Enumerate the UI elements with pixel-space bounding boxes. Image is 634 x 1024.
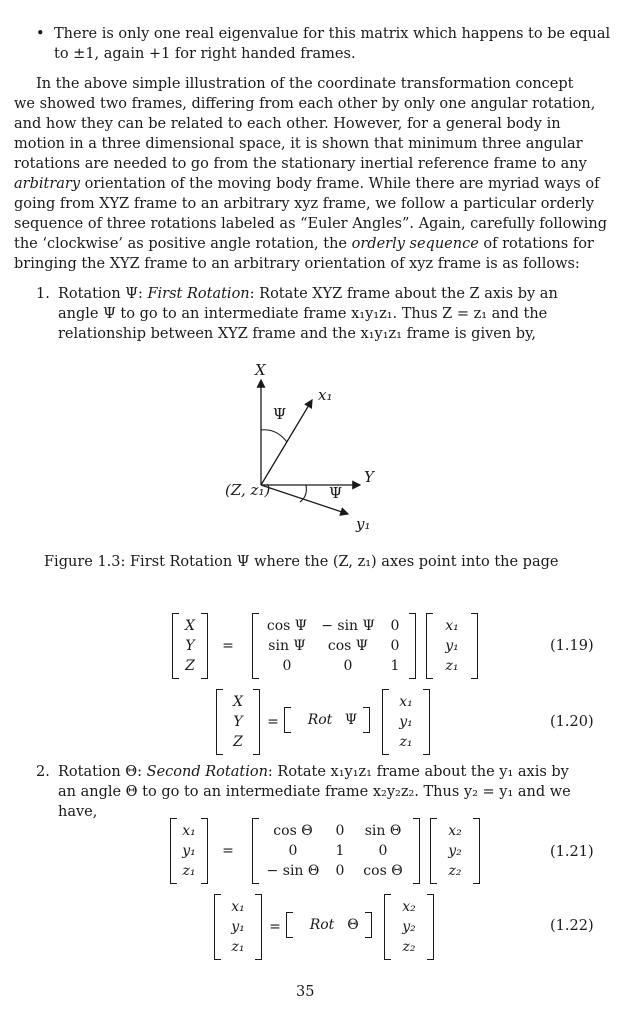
matrix-cell: cos Θ <box>273 823 313 839</box>
vector-entry: y₁ <box>399 714 413 730</box>
item-1-line-1-rest: : Rotate XYZ frame about the Z axis by an <box>249 286 558 302</box>
vector-entry: z₂ <box>448 863 462 879</box>
equals-sign: = <box>222 843 234 859</box>
figure-label-psi-bottom: Ψ <box>329 484 343 502</box>
paragraph-line: bringing the XYZ frame to an arbitrary orientation of xyz frame is as follows: <box>14 256 580 272</box>
item-2-line-2: an angle Θ to go to an intermediate frame x₂y₂z₂. Thus y₂ = y₁ and we <box>58 784 571 800</box>
emphasis-orderly-sequence: orderly sequence <box>351 236 479 252</box>
vector-entry: z₂ <box>402 939 416 955</box>
item-1-line-2: angle Ψ to go to an intermediate frame x₁y₁z₁. Thus Z = z₁ and the <box>58 306 548 322</box>
figure-label-Z-z1: (Z, z₁) <box>225 481 271 499</box>
paragraph-line <box>14 234 594 254</box>
emphasis-arbitrary: arbitrary <box>14 176 81 192</box>
bullet-line-2: to ±1, again +1 for right handed frames. <box>54 46 356 62</box>
bullet-line-1: There is only one real eigenvalue for this matrix which happens to be equal <box>54 26 611 42</box>
matrix-cell: cos Ψ <box>266 618 308 634</box>
matrix-cell: 0 <box>378 843 388 859</box>
matrix-cell: sin Ψ <box>268 638 306 654</box>
matrix-cell: 0 <box>390 618 400 634</box>
figure-caption: Figure 1.3: First Rotation Ψ where the (Z, z₁) axes point into the page <box>44 554 559 570</box>
matrix-cell: − sin Θ <box>266 863 320 879</box>
bullet-marker: • <box>36 26 45 42</box>
equation-number: (1.22) <box>550 918 594 934</box>
paragraph-line-9-a: the ‘clockwise’ as positive angle rotation, the <box>14 236 352 252</box>
vector-entry: z₁ <box>399 734 413 750</box>
paragraph-line <box>14 174 599 194</box>
item-1-label: Rotation Ψ: <box>58 286 148 302</box>
figure-label-x1: x₁ <box>318 386 333 404</box>
equals-sign: = <box>267 714 279 730</box>
vector-entry: x₁ <box>182 823 196 839</box>
paragraph-line: motion in a three dimensional space, it is shown that minimum three angular <box>14 136 583 152</box>
paragraph-line-6-rest: orientation of the moving body frame. While there are myriad ways of <box>80 176 600 192</box>
equals-sign: = <box>222 638 234 654</box>
psi-arc-top <box>261 430 287 442</box>
matrix-cell: 0 <box>335 823 345 839</box>
paragraph-line-9-b: of rotations for <box>478 236 594 252</box>
vector-entry: Y <box>185 638 195 654</box>
item-1-line-1 <box>58 284 558 304</box>
equation-number: (1.19) <box>550 638 594 654</box>
item-2-label-italic: Second Rotation <box>146 764 268 780</box>
paragraph-line: going from XYZ frame to an arbitrary xyz frame, we follow a particular orderly <box>14 196 595 212</box>
paragraph-line: and how they can be related to each other. However, for a general body in <box>14 116 561 132</box>
vector-entry: y₁ <box>231 919 245 935</box>
vector-entry: x₁ <box>231 899 245 915</box>
item-2-line-3: have, <box>58 804 98 820</box>
rotation-figure <box>190 352 420 542</box>
matrix-cell: 0 <box>343 658 353 674</box>
matrix-cell: sin Θ <box>364 823 402 839</box>
equation-number: (1.20) <box>550 714 594 730</box>
matrix-cell: 0 <box>390 638 400 654</box>
item-1-number: 1. <box>36 286 50 302</box>
vector-entry: z₁ <box>182 863 196 879</box>
matrix-cell: 0 <box>335 863 345 879</box>
figure-label-psi-top: Ψ <box>273 405 287 423</box>
vector-entry: y₂ <box>448 843 462 859</box>
figure-label-y1: y₁ <box>356 515 371 533</box>
matrix-cell: − sin Ψ <box>321 618 375 634</box>
vector-entry: y₁ <box>182 843 196 859</box>
paragraph-line: In the above simple illustration of the coordinate transformation concept <box>36 76 574 92</box>
matrix-cell: 0 <box>282 658 292 674</box>
matrix-cell: 1 <box>390 658 400 674</box>
item-2-line-1 <box>58 762 569 782</box>
vector-entry: y₂ <box>402 919 416 935</box>
figure-label-Y: Y <box>364 468 374 486</box>
equation-number: (1.21) <box>550 844 594 860</box>
vector-entry: X <box>233 694 243 710</box>
vector-entry: y₁ <box>445 638 459 654</box>
equals-sign: = <box>269 919 281 935</box>
vector-entry: z₁ <box>231 939 245 955</box>
vector-entry: Y <box>233 714 243 730</box>
vector-entry: x₁ <box>445 618 459 634</box>
matrix-cell: cos Ψ <box>327 638 369 654</box>
item-2-number: 2. <box>36 764 50 780</box>
item-2-line-1-rest: : Rotate x₁y₁z₁ frame about the y₁ axis by <box>267 764 569 780</box>
vector-entry: x₂ <box>402 899 416 915</box>
vector-entry: x₁ <box>399 694 413 710</box>
item-2-label: Rotation Θ: <box>58 764 147 780</box>
matrix-cell: 1 <box>335 843 345 859</box>
item-1-line-3: relationship between XYZ frame and the x₁y₁z₁ frame is given by, <box>58 326 536 342</box>
vector-entry: Z <box>233 734 243 750</box>
page-number: 35 <box>296 984 315 1000</box>
paragraph-line: sequence of three rotations labeled as “Euler Angles”. Again, carefully following <box>14 216 608 232</box>
rot-operator-label: Rot <box>307 712 333 728</box>
vector-entry: z₁ <box>445 658 459 674</box>
vector-entry: X <box>185 618 195 634</box>
rot-operator-angle: Θ <box>347 917 359 933</box>
rot-operator-label: Rot <box>309 917 335 933</box>
figure-label-X: X <box>255 361 266 379</box>
paragraph-line: rotations are needed to go from the stationary inertial reference frame to any <box>14 156 587 172</box>
paragraph-line: we showed two frames, differing from each other by only one angular rotation, <box>14 96 596 112</box>
matrix-cell: cos Θ <box>363 863 403 879</box>
vector-entry: x₂ <box>448 823 462 839</box>
vector-entry: Z <box>185 658 195 674</box>
rot-operator-angle: Ψ <box>344 712 358 728</box>
item-1-label-italic: First Rotation <box>147 286 250 302</box>
matrix-cell: 0 <box>288 843 298 859</box>
x1-axis-arrow <box>261 400 312 485</box>
